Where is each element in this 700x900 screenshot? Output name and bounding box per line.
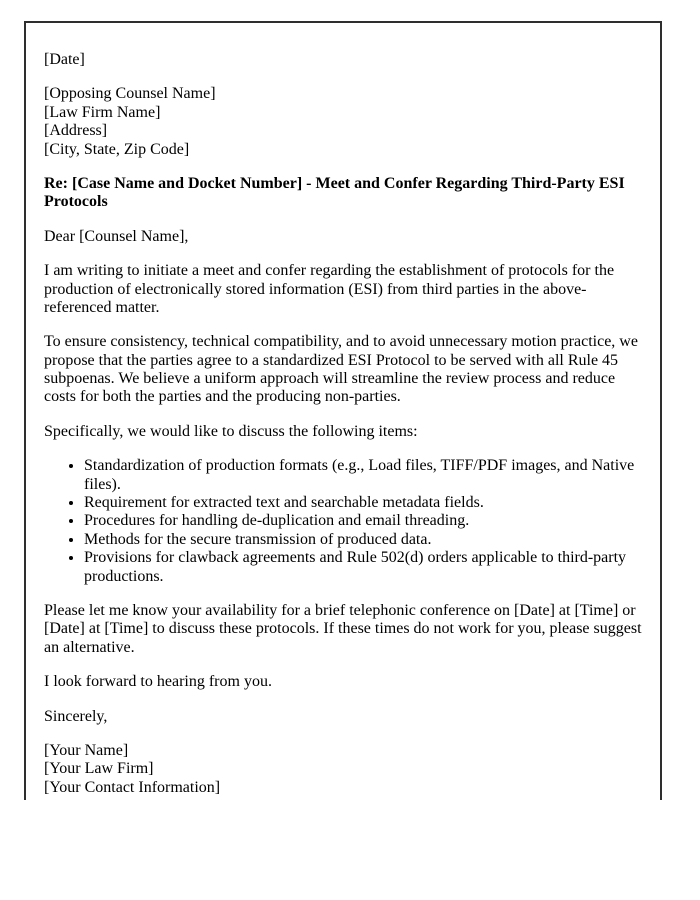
paragraph-closing: I look forward to hearing from you. bbox=[44, 673, 272, 691]
recipient-line-counsel-name: [Opposing Counsel Name] bbox=[44, 85, 216, 103]
letter-page bbox=[24, 21, 662, 800]
date-placeholder: [Date] bbox=[44, 51, 85, 68]
list-item-clawback-provisions: • Provisions for clawback agreements and Rule 502(d) orders applicable to third-party productions. bbox=[84, 549, 642, 586]
list-item-secure-transmission: • Methods for the secure transmission of produced data. bbox=[84, 531, 642, 549]
signoff: Sincerely, bbox=[44, 707, 108, 725]
paragraph-proposal: To ensure consistency, technical compatibility, and to avoid unnecessary motion practice, we propose that the parties agree to a standardized ESI Protocol to be served with all Rule 45 subpoenas. We believe a uniform approach will streamline the review process and reduce costs for both the parties and the producing non-parties. bbox=[44, 333, 638, 406]
signature-block bbox=[44, 742, 642, 797]
list-item-deduplication: • Procedures for handling de-duplication and email threading. bbox=[84, 512, 642, 530]
paragraph-discussion-lead: Specifically, we would like to discuss the following items: bbox=[44, 422, 418, 440]
recipient-address-block bbox=[44, 85, 642, 159]
signature-line-contact: [Your Contact Information] bbox=[44, 778, 221, 796]
list-item-extracted-text: • Requirement for extracted text and searchable metadata fields. bbox=[84, 494, 642, 512]
discussion-items-list bbox=[44, 457, 642, 586]
salutation: Dear [Counsel Name], bbox=[44, 227, 189, 245]
list-item-production-formats: • Standardization of production formats (e.g., Load files, TIFF/PDF images, and Native files). bbox=[84, 457, 642, 494]
paragraph-availability: Please let me know your availability for a brief telephonic conference on [Date] at [Time] or [Date] at [Time] to discuss these protocols. If these times do not work for you, please suggest an alternative. bbox=[44, 601, 642, 656]
recipient-line-address: [Address] bbox=[44, 122, 108, 140]
recipient-line-law-firm: [Law Firm Name] bbox=[44, 103, 161, 121]
paragraph-intro: I am writing to initiate a meet and confer regarding the establishment of protocols for the production of electronically stored information (ESI) from third parties in the above-referenced matter. bbox=[44, 262, 615, 316]
signature-line-law-firm: [Your Law Firm] bbox=[44, 760, 154, 778]
signature-line-name: [Your Name] bbox=[44, 741, 129, 759]
recipient-line-city-state-zip: [City, State, Zip Code] bbox=[44, 140, 190, 158]
subject-line: Re: [Case Name and Docket Number] - Meet and Confer Regarding Third-Party ESI Protocols bbox=[44, 174, 625, 211]
